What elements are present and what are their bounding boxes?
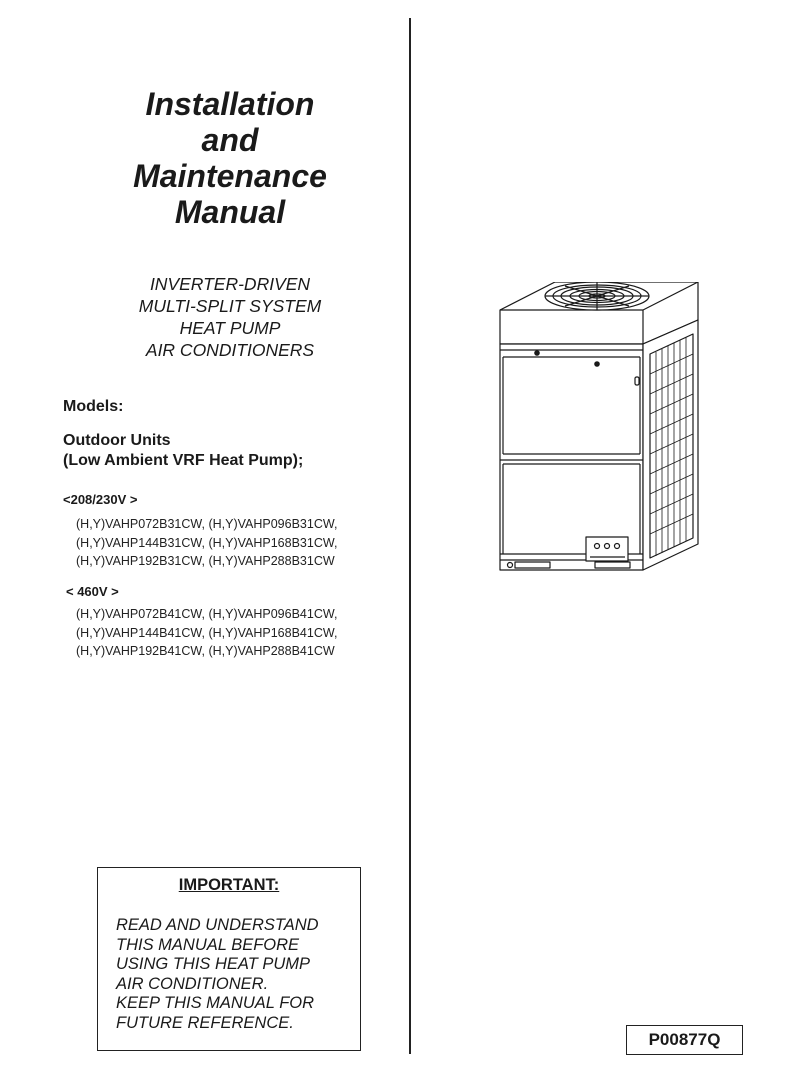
notice-line: THIS MANUAL BEFORE [116, 935, 300, 954]
outdoor-line: Outdoor Units [63, 432, 171, 449]
document-code: P00877Q [626, 1025, 743, 1055]
outdoor-line: (Low Ambient VRF Heat Pump); [63, 452, 304, 469]
voltage-heading-208: <208/230V > [63, 492, 138, 507]
subtitle-line: MULTI-SPLIT SYSTEM [138, 296, 322, 316]
manual-title [60, 86, 400, 230]
model-line: (H,Y)VAHP072B41CW, (H,Y)VAHP096B41CW, [76, 607, 338, 621]
title-line: Installation [145, 86, 315, 122]
model-line: (H,Y)VAHP192B41CW, (H,Y)VAHP288B41CW [76, 644, 335, 658]
title-line: and [201, 122, 259, 158]
notice-line: AIR CONDITIONER. [116, 974, 269, 993]
voltage-heading-460: < 460V > [66, 584, 119, 599]
subtitle-line: HEAT PUMP [179, 318, 281, 338]
model-list-460 [76, 605, 337, 661]
notice-line: READ AND UNDERSTAND [116, 916, 319, 934]
notice-line: USING THIS HEAT PUMP [116, 955, 311, 973]
title-line: Maintenance [133, 158, 327, 194]
models-label: Models: [63, 398, 124, 415]
model-list-208 [76, 515, 337, 571]
model-line: (H,Y)VAHP144B41CW, (H,Y)VAHP168B41CW, [76, 625, 338, 640]
product-subtitle [60, 273, 400, 361]
outdoor-units-heading [63, 431, 303, 471]
outdoor-unit-illustration [485, 282, 700, 592]
subtitle-line: INVERTER-DRIVEN [149, 274, 311, 294]
model-line: (H,Y)VAHP072B31CW, (H,Y)VAHP096B31CW, [76, 517, 338, 531]
important-notice-text [116, 916, 361, 1033]
notice-line: KEEP THIS MANUAL FOR [116, 994, 315, 1012]
model-line: (H,Y)VAHP192B31CW, (H,Y)VAHP288B31CW [76, 554, 335, 568]
column-divider [409, 18, 411, 1054]
subtitle-line: AIR CONDITIONERS [145, 340, 315, 360]
notice-line: FUTURE REFERENCE. [116, 1013, 294, 1032]
title-line: Manual [174, 194, 286, 230]
important-heading: IMPORTANT: [178, 876, 280, 894]
model-line: (H,Y)VAHP144B31CW, (H,Y)VAHP168B31CW, [76, 535, 338, 550]
